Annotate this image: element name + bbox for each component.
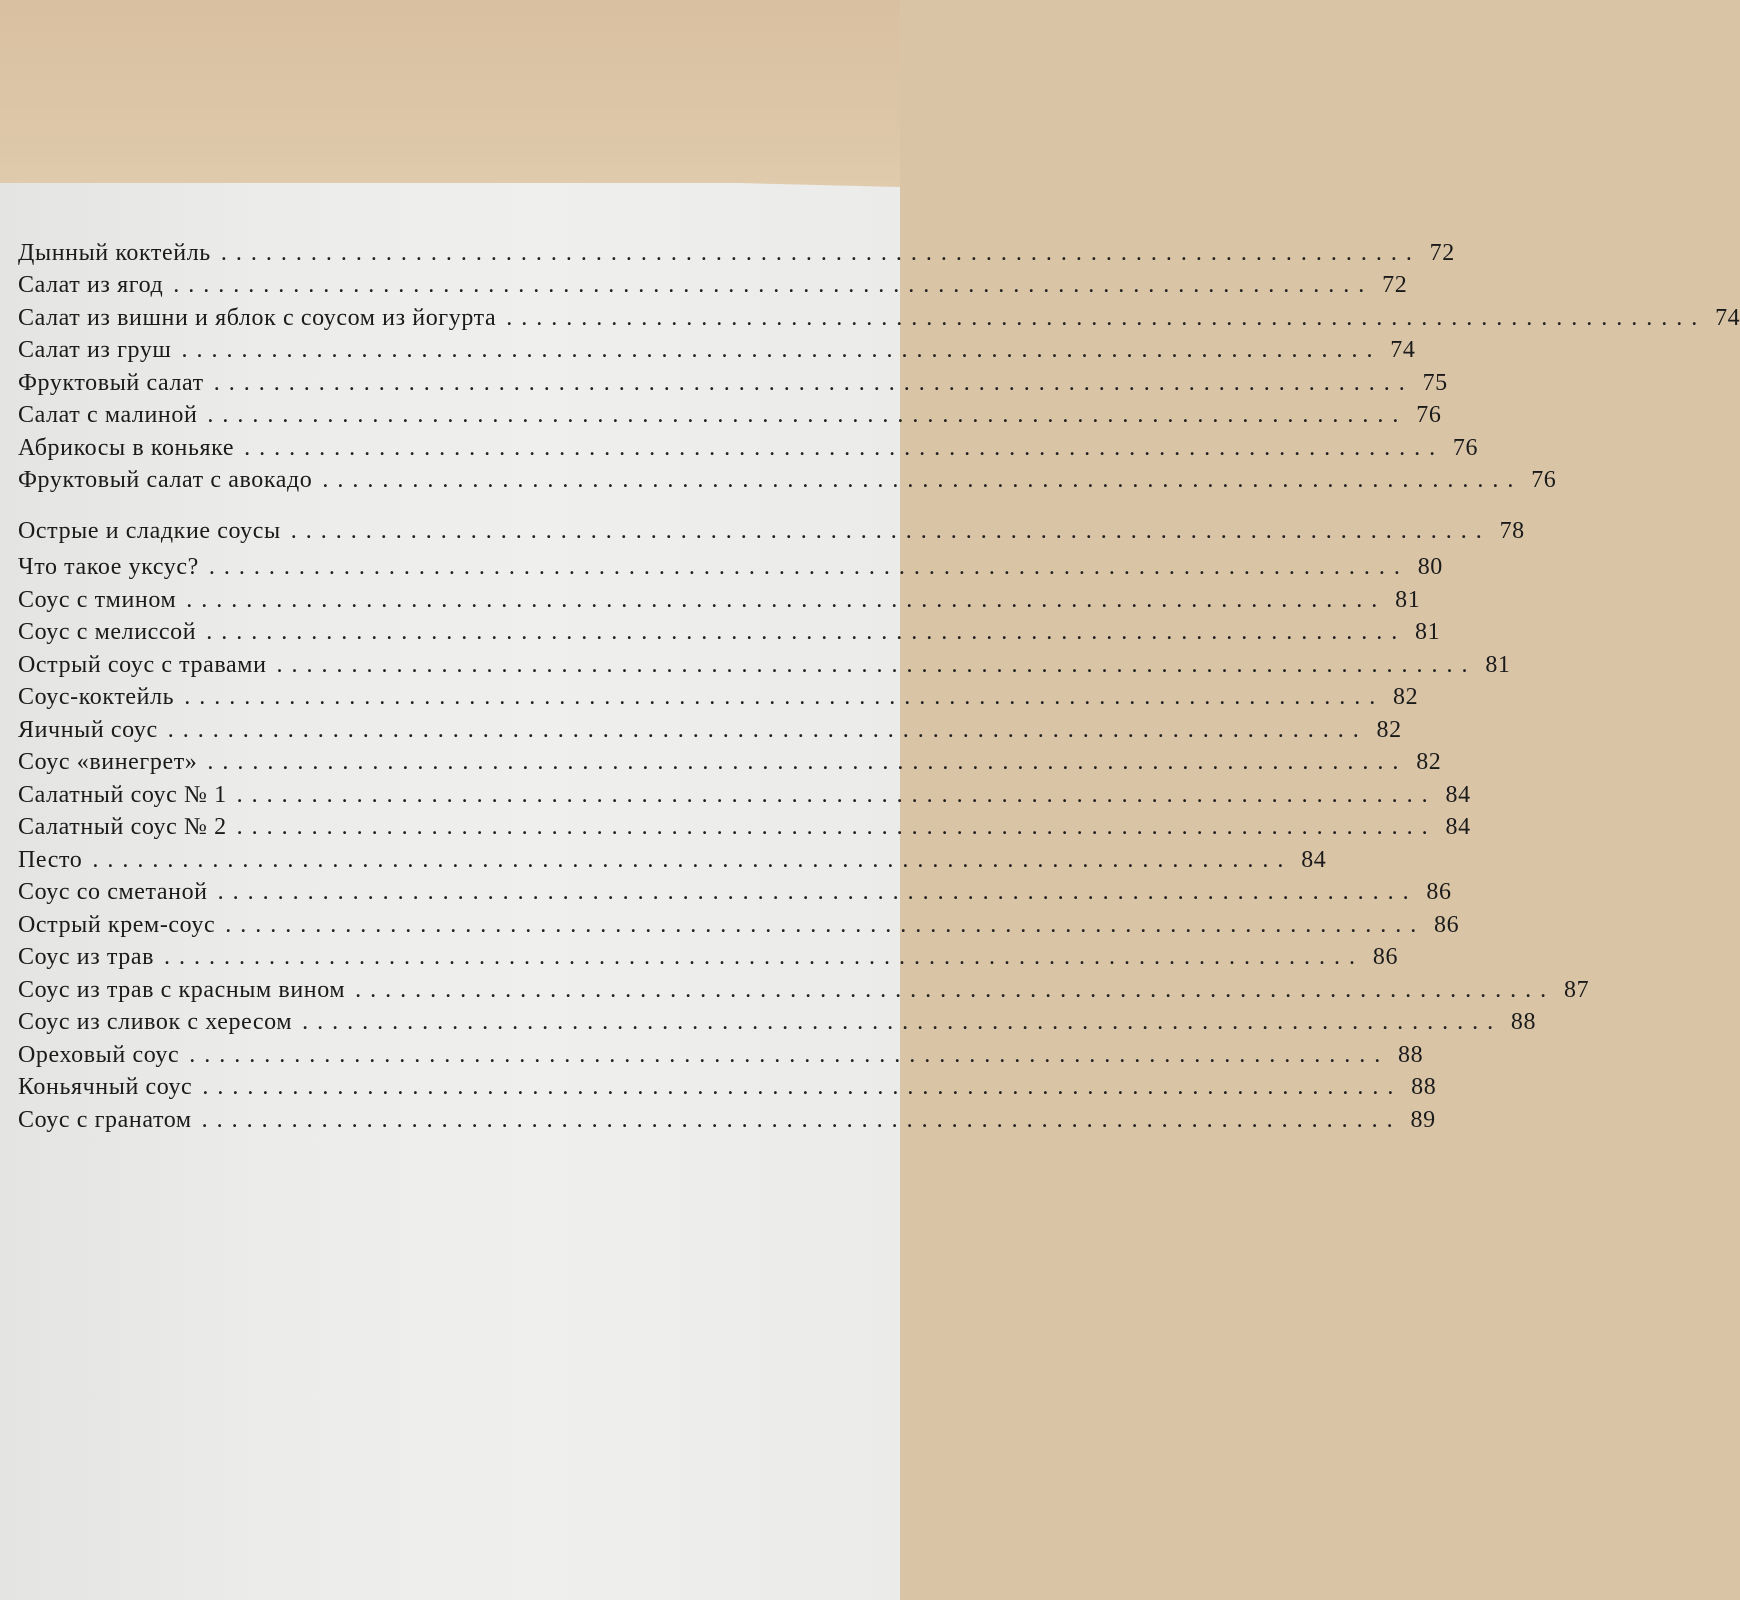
- toc-entry-page: 74: [1390, 337, 1416, 363]
- toc-leader-dots: ................................................................................: [202, 1074, 1403, 1100]
- toc-leader-dots: ................................................................................: [276, 651, 1477, 678]
- toc-group-fruit: [18, 232, 1740, 493]
- toc-entry-page: 75: [1422, 369, 1448, 396]
- toc-entry-page: 89: [1410, 1106, 1436, 1133]
- toc-entry: [18, 937, 1399, 970]
- toc-entry-page: 82: [1416, 749, 1442, 775]
- toc-entry: [18, 709, 1402, 743]
- toc-entry: [18, 1067, 1437, 1100]
- toc-entry-title: Соус со сметаной: [18, 879, 208, 905]
- toc-leader-dots: ................................................................................: [355, 976, 1556, 1003]
- toc-entry: [18, 579, 1421, 613]
- toc-entry-title: Фруктовый салат: [18, 369, 204, 396]
- toc-entry-page: 86: [1372, 944, 1399, 970]
- toc-entry-page: 76: [1416, 402, 1442, 428]
- toc-entry: [18, 774, 1471, 808]
- toc-entry-title: Острый соус с травами: [18, 651, 267, 678]
- toc-entry-page: 76: [1531, 467, 1557, 493]
- toc-entry-title: Дынный коктейль: [18, 239, 211, 266]
- toc-leader-dots: ................................................................................: [506, 304, 1707, 331]
- toc-entry: [18, 807, 1471, 840]
- toc-leader-dots: ................................................................................: [207, 749, 1408, 775]
- toc-leader-dots: ................................................................................: [213, 369, 1414, 396]
- toc-entry: [18, 232, 1455, 266]
- toc-entry-title: Салат с малиной: [18, 402, 198, 428]
- toc-entry-title: Соус из трав: [18, 944, 155, 970]
- toc-leader-dots: ................................................................................: [189, 1041, 1390, 1068]
- toc-entry-page: 86: [1434, 911, 1460, 938]
- toc-leader-dots: ................................................................................: [208, 554, 1409, 580]
- table-of-contents: [18, 232, 1740, 1133]
- toc-entry-title: Салатный соус № 2: [18, 814, 227, 840]
- toc-entry: [18, 460, 1557, 493]
- toc-entry: [18, 427, 1479, 461]
- toc-entry: [18, 969, 1590, 1003]
- toc-leader-dots: ................................................................................: [236, 781, 1437, 808]
- toc-entry-title: Салат из вишни и яблок с соусом из йогурта: [18, 304, 497, 331]
- toc-chapter-title: Острые и сладкие соусы: [18, 517, 281, 544]
- toc-entry-title: Салатный соус № 1: [18, 781, 227, 808]
- toc-entry-page: 72: [1429, 239, 1455, 266]
- toc-entry-title: Соус из трав с красным вином: [18, 976, 346, 1003]
- toc-leader-dots: ................................................................................: [217, 879, 1418, 905]
- toc-entry-page: 87: [1563, 976, 1590, 1003]
- table-surface: [0, 0, 900, 200]
- toc-entry-page: 82: [1376, 716, 1402, 743]
- toc-entry: [18, 612, 1441, 645]
- toc-entry: [18, 1099, 1436, 1133]
- toc-entry: [18, 265, 1408, 298]
- toc-entry: [18, 362, 1448, 396]
- toc-entry-page: 88: [1510, 1009, 1537, 1035]
- toc-entry: [18, 330, 1416, 363]
- toc-entry-page: 84: [1445, 781, 1471, 808]
- toc-entry-page: 88: [1411, 1074, 1437, 1100]
- toc-entry-page: 72: [1382, 272, 1408, 298]
- toc-entry: [18, 395, 1442, 428]
- toc-group-sauces: [18, 547, 1590, 1133]
- toc-entry-page: 76: [1452, 434, 1479, 461]
- toc-entry: [18, 904, 1460, 938]
- toc-entry-page: 86: [1426, 879, 1452, 905]
- toc-entry-title: Абрикосы в коньяке: [18, 434, 235, 461]
- toc-entry-page: 80: [1417, 554, 1443, 580]
- toc-leader-dots: ................................................................................: [225, 911, 1426, 938]
- toc-chapter-page: 78: [1499, 517, 1525, 544]
- toc-entry-page: 81: [1395, 586, 1421, 613]
- toc-leader-dots: ................................................................................: [181, 337, 1382, 363]
- toc-entry-title: Что такое уксус?: [18, 554, 199, 580]
- toc-entry: [18, 872, 1452, 905]
- toc-leader-dots: ................................................................................: [201, 1106, 1402, 1133]
- toc-leader-dots: ................................................................................: [164, 944, 1365, 970]
- toc-leader-dots: ................................................................................: [173, 272, 1374, 298]
- toc-entry-page: 82: [1393, 684, 1419, 710]
- toc-entry-page: 81: [1415, 619, 1441, 645]
- toc-entry-title: Салат из груш: [18, 337, 172, 363]
- toc-entry: [18, 742, 1442, 775]
- toc-leader-dots: ................................................................................: [236, 814, 1437, 840]
- toc-entry: [18, 839, 1327, 873]
- toc-entry-title: Соус с гранатом: [18, 1106, 192, 1133]
- toc-entry-page: 88: [1398, 1041, 1424, 1068]
- toc-entry-title: Соус «винегрет»: [18, 749, 198, 775]
- toc-entry-title: Яичный соус: [18, 716, 158, 743]
- toc-entry: [18, 644, 1511, 678]
- toc-entry-title: Соус из сливок с хересом: [18, 1009, 293, 1035]
- toc-entry-page: 74: [1715, 304, 1740, 331]
- toc-entry: [18, 1002, 1537, 1035]
- toc-entry-page: 84: [1301, 846, 1327, 873]
- toc-entry-page: 84: [1445, 814, 1471, 840]
- toc-entry-page: 81: [1485, 651, 1511, 678]
- toc-chapter-heading: [18, 510, 1525, 544]
- toc-entry: [18, 677, 1419, 710]
- toc-entry-title: Коньячный соус: [18, 1074, 193, 1100]
- toc-entry-title: Ореховый соус: [18, 1041, 180, 1068]
- toc-leader-dots: ................................................................................: [167, 716, 1368, 743]
- toc-leader-dots: ................................................................................: [92, 846, 1293, 873]
- toc-entry: [18, 547, 1443, 580]
- toc-entry-title: Салат из ягод: [18, 272, 164, 298]
- toc-entry-title: Соус с мелиссой: [18, 619, 197, 645]
- toc-entry-title: Острый крем-соус: [18, 911, 216, 938]
- toc-entry-title: Соус-коктейль: [18, 684, 175, 710]
- toc-entry: [18, 1034, 1424, 1068]
- toc-leader-dots: ................................................................................: [290, 517, 1491, 544]
- toc-leader-dots: ................................................................................: [302, 1009, 1503, 1035]
- toc-entry-title: Соус с тмином: [18, 586, 177, 613]
- toc-entry-title: Песто: [18, 846, 83, 873]
- toc-entry: [18, 297, 1740, 331]
- toc-leader-dots: ................................................................................: [244, 434, 1445, 461]
- toc-leader-dots: ................................................................................: [186, 586, 1387, 613]
- toc-leader-dots: ................................................................................: [220, 239, 1421, 266]
- toc-leader-dots: ................................................................................: [206, 619, 1407, 645]
- toc-leader-dots: ................................................................................: [207, 402, 1408, 428]
- toc-entry-title: Фруктовый салат с авокадо: [18, 467, 313, 493]
- toc-leader-dots: ................................................................................: [184, 684, 1385, 710]
- toc-leader-dots: ................................................................................: [322, 467, 1523, 493]
